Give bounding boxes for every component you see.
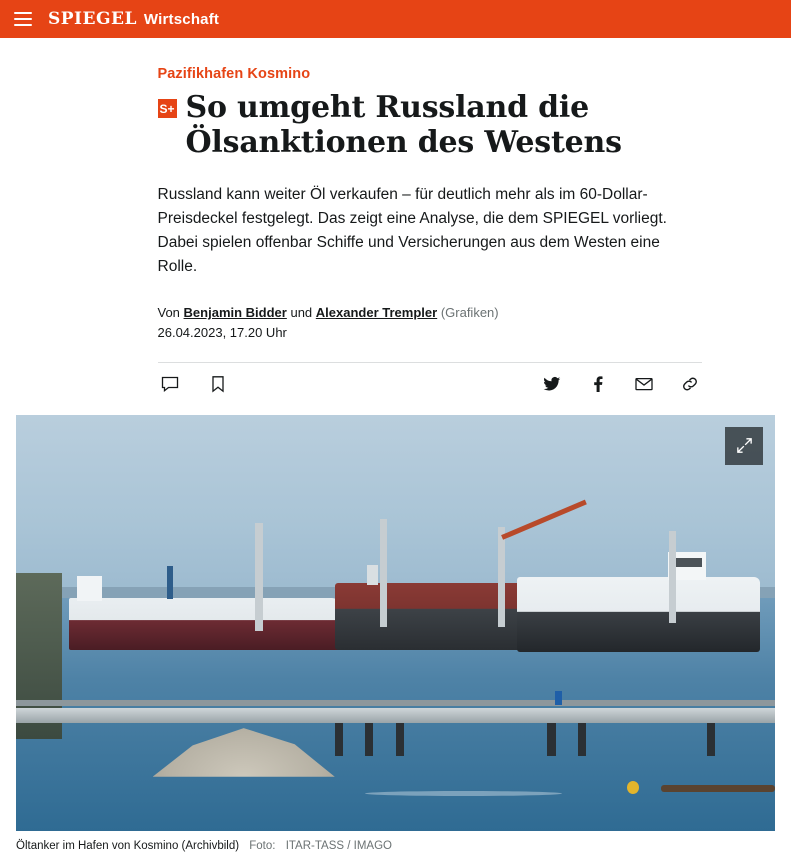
twitter-icon[interactable] <box>542 374 562 394</box>
photo-tanker-left <box>69 598 342 650</box>
author-link-1[interactable]: Benjamin Bidder <box>183 304 287 320</box>
page-title: So umgeht Russland die Ölsanktionen des Westens <box>185 90 622 161</box>
mail-icon[interactable] <box>634 374 654 394</box>
action-group-left <box>160 374 256 394</box>
photo-crane <box>669 531 676 623</box>
byline-credit-note: (Grafiken) <box>440 304 499 320</box>
photo-piling <box>578 723 586 756</box>
photo-piling <box>707 723 715 756</box>
photo-pier-rail <box>16 700 775 705</box>
action-bar <box>158 363 702 405</box>
spiegel-logo[interactable]: SPIEGEL <box>48 8 137 29</box>
photo-piling <box>547 723 555 756</box>
article-figure <box>0 415 791 854</box>
article-intro: Russland kann weiter Öl verkaufen – für deutlich mehr als im 60-Dollar-Preisdeckel festgelegt. Das zeigt eine Analyse, die dem SPIEGEL vorliegt. Dabei spielen offenbar Schiffe und Versicherungen aus dem Westen eine Rolle. <box>157 185 667 275</box>
photo-piling <box>365 723 373 756</box>
photo-piling <box>396 723 404 756</box>
photo-piling <box>335 723 343 756</box>
photo-tanker-right <box>517 577 760 652</box>
photo-sky <box>16 415 775 598</box>
headline-row <box>158 90 702 161</box>
byline-conjunction: und <box>290 304 313 320</box>
photo-crane <box>498 527 505 627</box>
photo-worker <box>555 691 562 704</box>
photo-floating-pipe <box>661 785 775 792</box>
byline <box>158 305 702 320</box>
caption-text: Öltanker im Hafen von Kosmino (Archivbild) <box>16 839 240 852</box>
article-container <box>0 66 791 405</box>
author-link-2[interactable]: Alexander Trempler <box>315 304 438 320</box>
photo-pier <box>16 708 775 723</box>
caption-credit-label: Foto: <box>249 839 276 852</box>
action-group-right <box>516 374 700 394</box>
figure-caption <box>16 831 775 854</box>
article-kicker: Pazifikhafen Kosmino <box>157 66 311 82</box>
facebook-icon[interactable] <box>588 374 608 394</box>
link-icon[interactable] <box>680 374 700 394</box>
article-photo[interactable] <box>16 415 775 831</box>
caption-credit: ITAR-TASS / IMAGO <box>285 839 392 852</box>
byline-prefix: Von <box>157 304 180 320</box>
publish-date: 26.04.2023, 17.20 Uhr <box>157 324 287 340</box>
bookmark-icon[interactable] <box>208 374 228 394</box>
comment-icon[interactable] <box>160 374 180 394</box>
spiegel-plus-badge: S+ <box>158 99 177 118</box>
site-header <box>0 0 791 38</box>
hamburger-menu-icon[interactable] <box>14 12 32 26</box>
photo-crane <box>255 523 263 631</box>
expand-arrows-icon[interactable] <box>725 427 763 465</box>
photo-crane <box>380 519 387 627</box>
section-label[interactable]: Wirtschaft <box>143 10 220 28</box>
